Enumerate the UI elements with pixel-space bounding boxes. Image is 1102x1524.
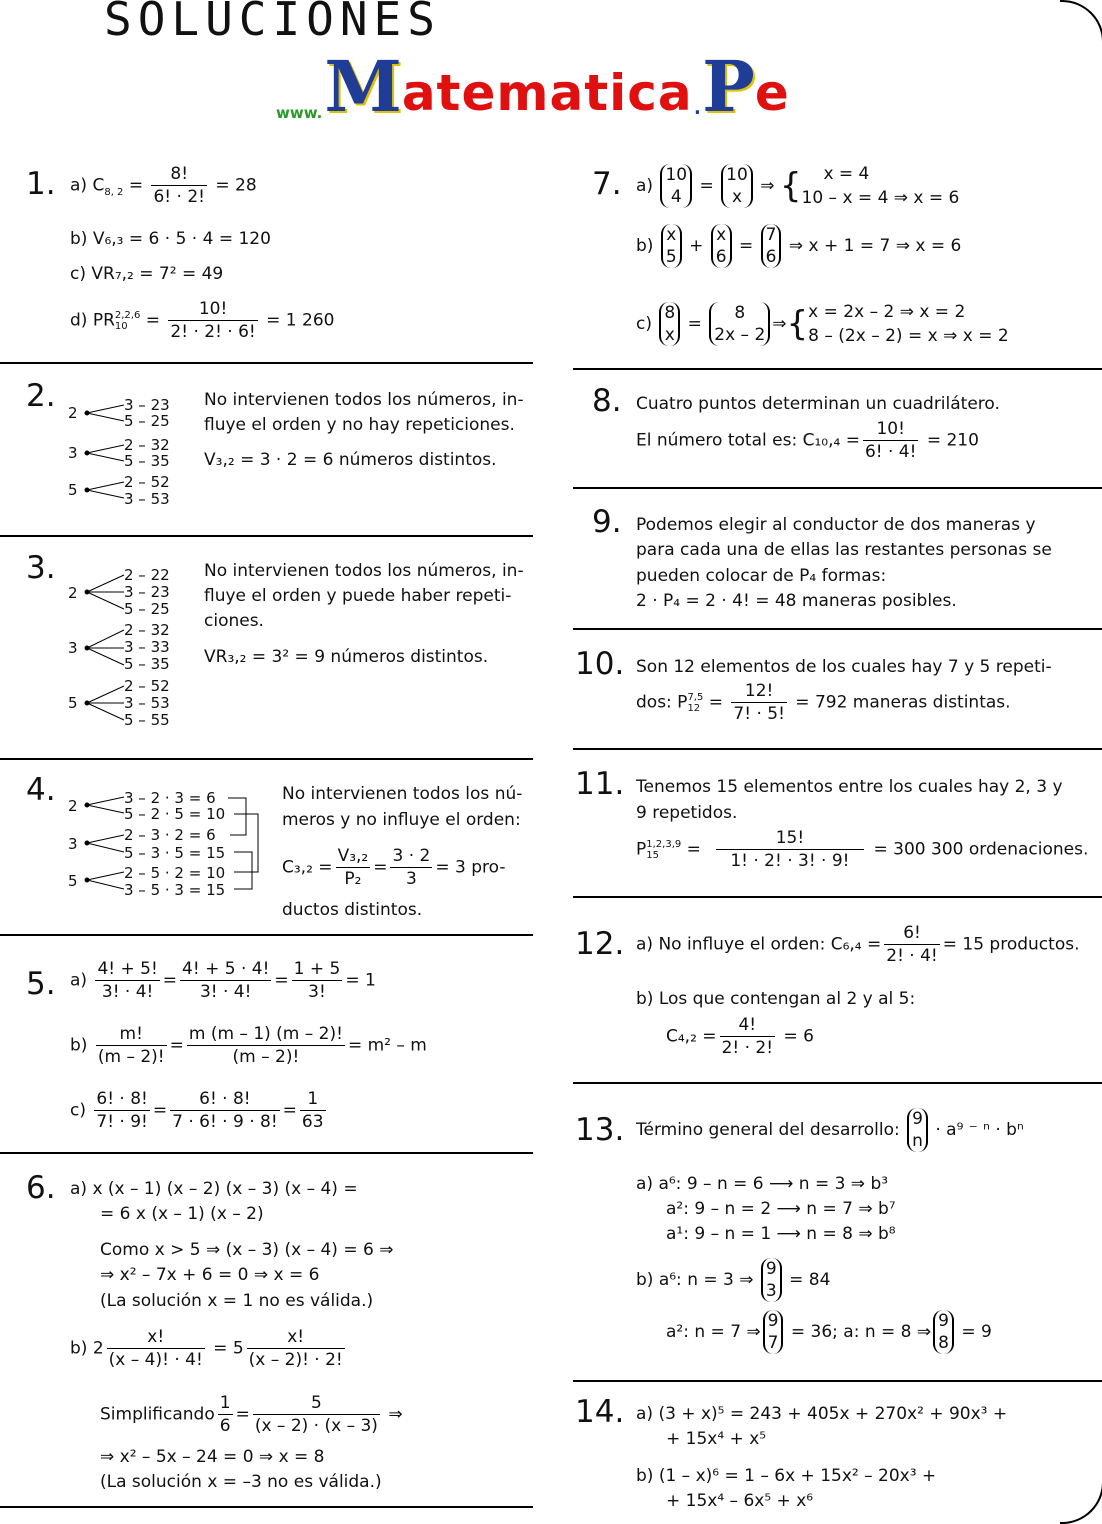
divider [0, 758, 533, 760]
frame-corner-top [1060, 0, 1102, 44]
divider [573, 628, 1102, 630]
problem-number: 10. [575, 646, 625, 682]
problem-number: 7. [592, 166, 622, 202]
problem-number: 3. [26, 550, 56, 586]
divider [573, 368, 1102, 370]
problem-number: 11. [575, 766, 625, 802]
divider [573, 487, 1102, 489]
problem-number: 14. [575, 1394, 625, 1430]
problem-number: 6. [26, 1170, 56, 1206]
divider [573, 1380, 1102, 1382]
divider [573, 748, 1102, 750]
logo: www.Matematica.Pe [276, 45, 790, 128]
frame-corner-bottom [1060, 1480, 1102, 1524]
problem-number: 5. [26, 966, 56, 1002]
divider [0, 1506, 533, 1508]
divider [0, 1152, 533, 1154]
problem-number: 2. [26, 378, 56, 414]
problem-number: 8. [592, 383, 622, 419]
problem-number: 1. [26, 166, 56, 202]
divider [0, 535, 533, 537]
problem-number: 13. [575, 1112, 625, 1148]
divider [573, 896, 1102, 898]
problem-number: 9. [592, 504, 622, 540]
divider [573, 1082, 1102, 1084]
problem-number: 12. [575, 926, 625, 962]
divider [0, 934, 533, 936]
problem-number: 4. [26, 772, 56, 808]
divider [0, 362, 533, 364]
page-title: SOLUCIONES [104, 0, 441, 46]
